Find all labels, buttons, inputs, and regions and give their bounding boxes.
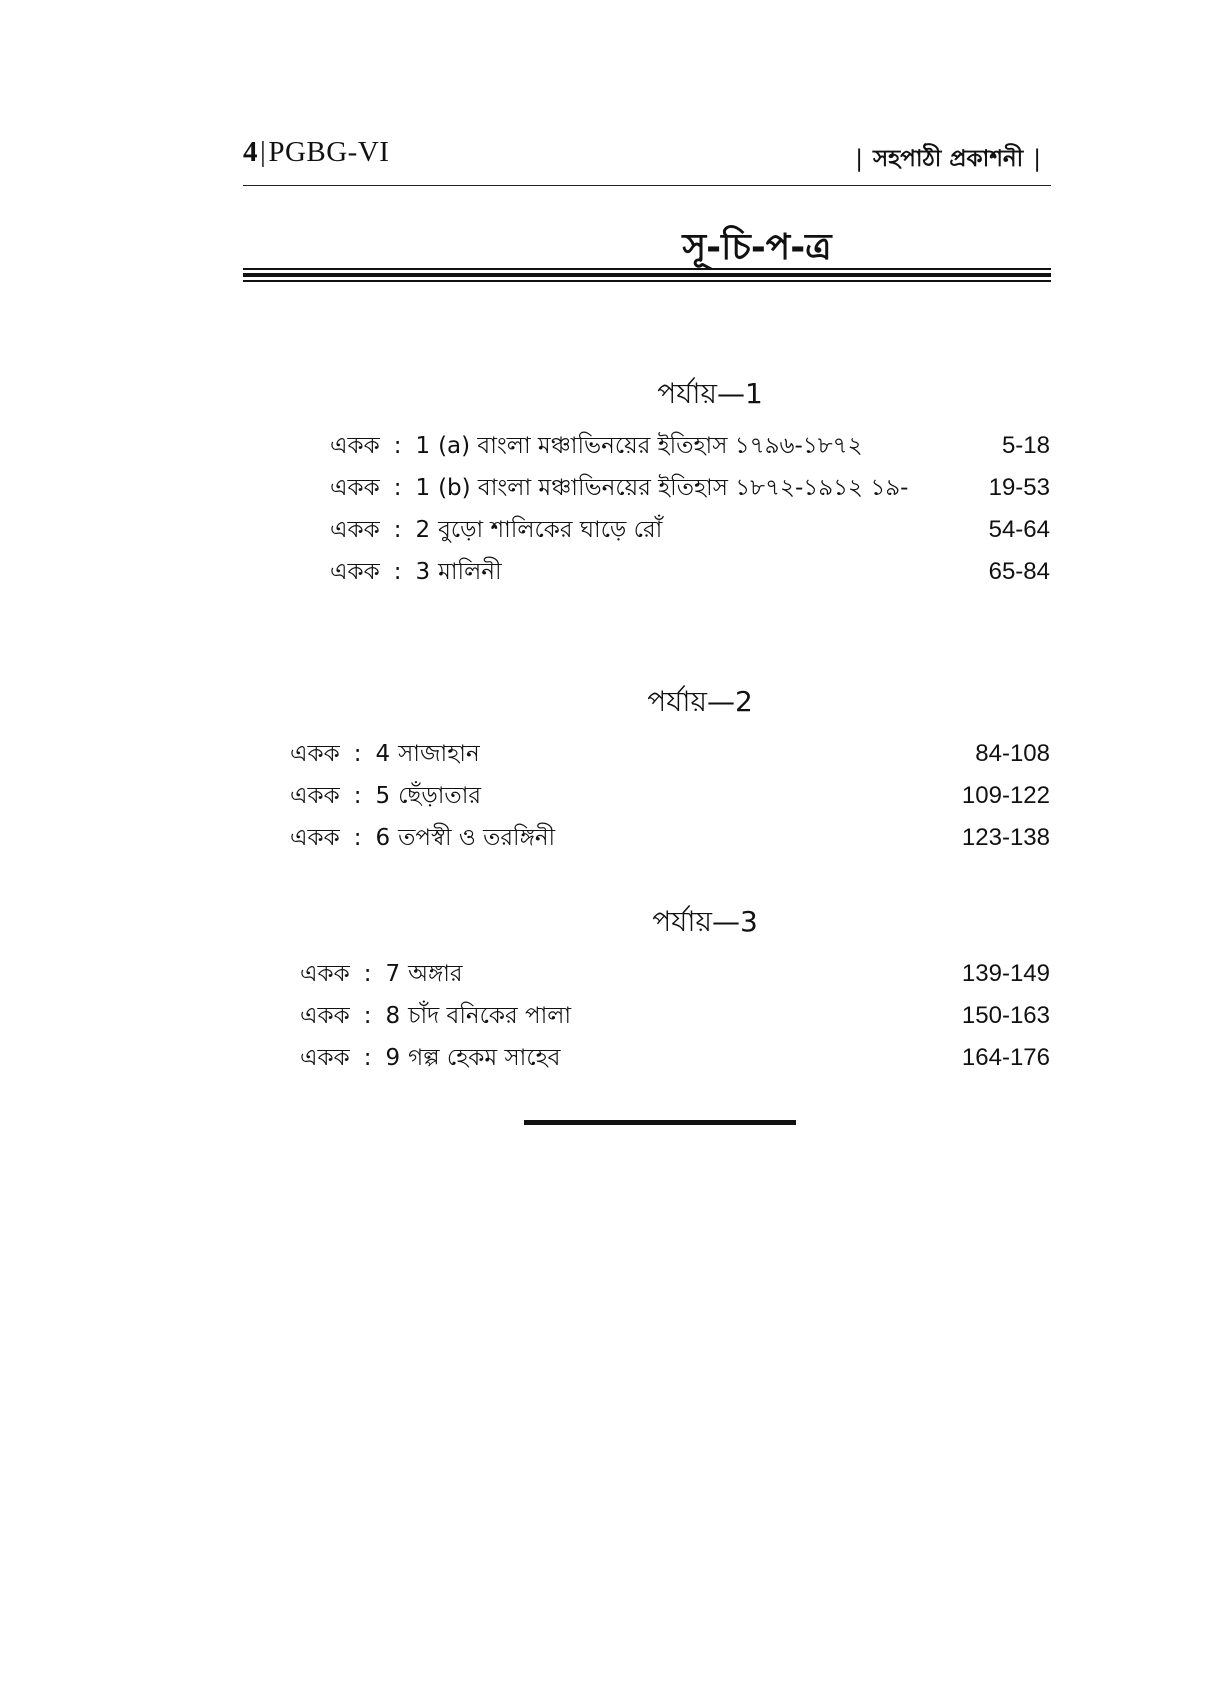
end-rule <box>524 1120 796 1125</box>
toc-entry <box>330 551 1050 593</box>
entry-title: ছেঁড়াতার <box>398 783 482 809</box>
entry-colon: : <box>353 825 362 851</box>
entry-number: 6 <box>375 825 391 851</box>
entry-title: বুড়ো শালিকের ঘাড়ে রোঁ <box>438 517 663 543</box>
entry-colon: : <box>363 961 372 987</box>
publisher-right-bar: | <box>1033 146 1041 172</box>
toc-entry <box>330 425 1050 467</box>
entry-colon: : <box>393 559 402 585</box>
toc-entry <box>330 467 1050 509</box>
entry-number: 1 <box>415 433 431 459</box>
rule-line <box>243 273 1051 277</box>
entry-number: 7 <box>385 961 401 987</box>
header-rule <box>243 185 1051 186</box>
entry-label: একক <box>300 1045 350 1071</box>
entry-number: 5 <box>375 783 391 809</box>
section-heading: পর্যায়—3 <box>652 905 758 938</box>
book-code: PGBG-VI <box>268 136 390 168</box>
entry-colon: : <box>363 1045 372 1071</box>
entry-label: একক <box>290 825 340 851</box>
page-running-head <box>243 136 389 169</box>
toc-entry <box>300 1037 1050 1079</box>
page-number: 4 <box>243 136 258 168</box>
rule-line <box>243 280 1051 282</box>
toc-entry <box>290 817 1050 859</box>
toc-entry <box>300 953 1050 995</box>
title-triple-rule <box>243 268 1051 285</box>
entry-label: একক <box>330 433 380 459</box>
toc-entry <box>330 509 1050 551</box>
entry-label: একক <box>330 475 380 501</box>
entry-pages: 54-64 <box>988 516 1050 543</box>
entry-number: 1 <box>415 475 431 501</box>
section-heading: পর্যায়—1 <box>657 377 763 410</box>
entry-title: তপস্বী ও তরঙ্গিনী <box>398 825 556 851</box>
contents-title: সূ-চি-প-ত্র <box>682 227 832 268</box>
entry-number: 2 <box>415 517 431 543</box>
page-header <box>243 136 1051 186</box>
entry-pages: 139-149 <box>961 960 1050 987</box>
entry-pages: 150-163 <box>961 1002 1050 1029</box>
entry-colon: : <box>353 783 362 809</box>
publisher-name: সহপাঠী প্রকাশনী <box>872 146 1024 172</box>
entry-label: একক <box>290 783 340 809</box>
entry-colon: : <box>363 1003 372 1029</box>
entry-title: গল্প হেকম সাহেব <box>408 1045 561 1071</box>
entry-pages: 84-108 <box>975 740 1050 767</box>
entry-number: 8 <box>385 1003 401 1029</box>
entry-title: চাঁদ বনিকের পালা <box>408 1003 572 1029</box>
entry-colon: : <box>393 475 402 501</box>
entry-title: অঙ্গার <box>408 961 463 987</box>
entry-pages: 109-122 <box>961 782 1050 809</box>
entry-title: (a) বাংলা মঞ্চাভিনয়ের ইতিহাস ১৭৯৬-১৮৭২ <box>438 433 863 459</box>
entry-colon: : <box>393 517 402 543</box>
entry-title: সাজাহান <box>398 741 480 767</box>
entry-label: একক <box>330 559 380 585</box>
toc-entry <box>300 995 1050 1037</box>
entry-colon: : <box>393 433 402 459</box>
entry-colon: : <box>353 741 362 767</box>
publisher-name-box <box>845 140 1051 179</box>
entry-label: একক <box>300 961 350 987</box>
entry-pages: 65-84 <box>988 558 1050 585</box>
running-head-separator: | <box>260 136 267 168</box>
section-3 <box>300 900 1050 1079</box>
rule-line <box>243 268 1051 270</box>
entry-number: 4 <box>375 741 391 767</box>
entry-pages: 19-53 <box>988 474 1050 501</box>
toc-entry <box>290 733 1050 775</box>
entry-pages: 164-176 <box>961 1044 1050 1071</box>
entry-pages: 123-138 <box>961 824 1050 851</box>
entry-title: মালিনী <box>438 559 502 585</box>
entry-pages: 5-18 <box>1001 432 1050 459</box>
entry-label: একক <box>290 741 340 767</box>
section-heading: পর্যায়—2 <box>647 685 753 718</box>
entry-title: (b) বাংলা মঞ্চাভিনয়ের ইতিহাস ১৮৭২-১৯১২ ১৯- <box>438 475 909 501</box>
section-2 <box>290 680 1050 859</box>
section-1 <box>330 372 1050 593</box>
publisher-left-bar: | <box>855 146 863 172</box>
entry-label: একক <box>300 1003 350 1029</box>
entry-number: 9 <box>385 1045 401 1071</box>
entry-number: 3 <box>415 559 431 585</box>
toc-entry <box>290 775 1050 817</box>
entry-label: একক <box>330 517 380 543</box>
